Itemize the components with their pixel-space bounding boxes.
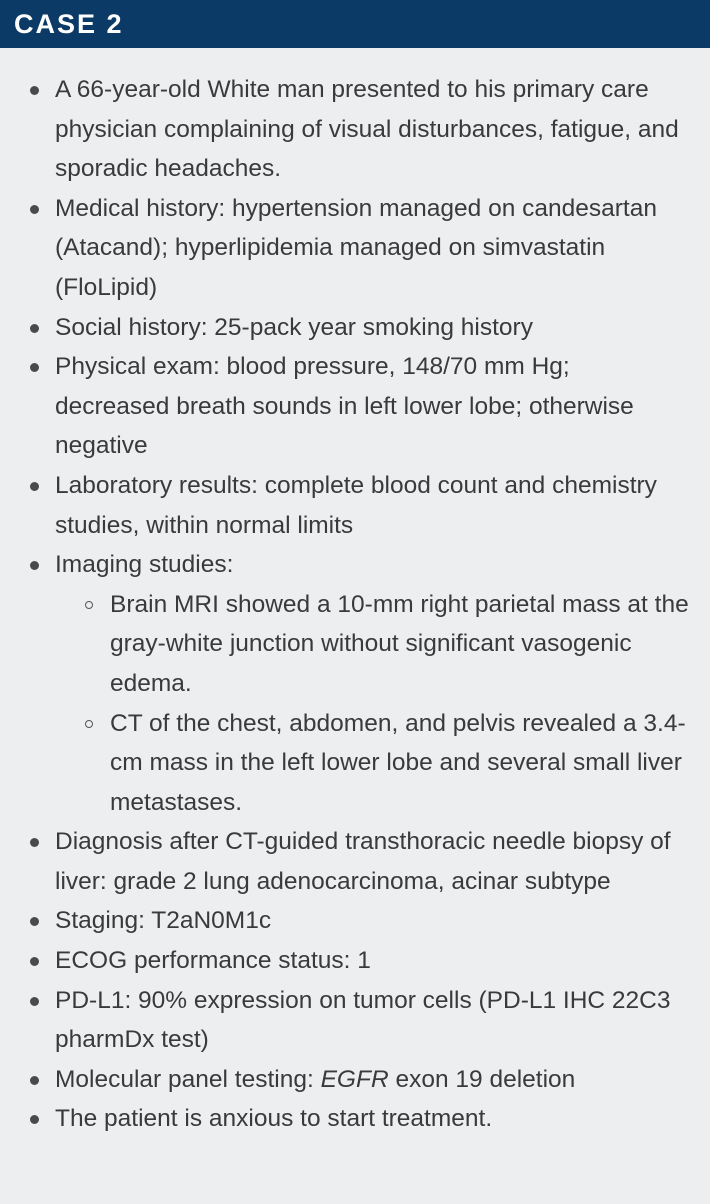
case-title: CASE 2 — [14, 8, 124, 39]
sub-bullet-ct: CT of the chest, abdomen, and pelvis revealed a 3.4-cm mass in the left lower lobe and several small liver metastases. — [55, 704, 690, 823]
bullet-staging: Staging: T2aN0M1c — [28, 901, 690, 941]
sub-bullet-brain-mri: Brain MRI showed a 10-mm right parietal mass at the gray-white junction without significant vasogenic edema. — [55, 585, 690, 704]
case-details — [0, 48, 710, 1139]
bullet-imaging — [28, 545, 690, 822]
imaging-sub-list — [55, 585, 690, 823]
bullet-medical-history: Medical history: hypertension managed on candesartan (Atacand); hyperlipidemia managed on simvastatin (FloLipid) — [28, 189, 690, 308]
case-header — [0, 0, 710, 48]
case-bullet-list — [28, 70, 690, 1139]
molecular-gene: EGFR — [320, 1065, 389, 1093]
bullet-anxious: The patient is anxious to start treatment. — [28, 1099, 690, 1139]
bullet-social-history: Social history: 25-pack year smoking history — [28, 308, 690, 348]
bullet-laboratory: Laboratory results: complete blood count and chemistry studies, within normal limits — [28, 466, 690, 545]
imaging-label: Imaging studies: — [55, 551, 234, 579]
bullet-physical-exam: Physical exam: blood pressure, 148/70 mm Hg; decreased breath sounds in left lower lobe; otherwise negative — [28, 347, 690, 466]
molecular-prefix: Molecular panel testing: — [55, 1065, 321, 1093]
bullet-ecog: ECOG performance status: 1 — [28, 941, 690, 981]
bullet-diagnosis: Diagnosis after CT-guided transthoracic needle biopsy of liver: grade 2 lung adenocarcinoma, acinar subtype — [28, 822, 690, 901]
molecular-suffix: exon 19 deletion — [388, 1065, 576, 1093]
bullet-pdl1: PD-L1: 90% expression on tumor cells (PD-L1 IHC 22C3 pharmDx test) — [28, 981, 690, 1060]
bullet-molecular — [28, 1060, 690, 1100]
bullet-presentation: A 66-year-old White man presented to his primary care physician complaining of visual disturbances, fatigue, and sporadic headaches. — [28, 70, 690, 189]
